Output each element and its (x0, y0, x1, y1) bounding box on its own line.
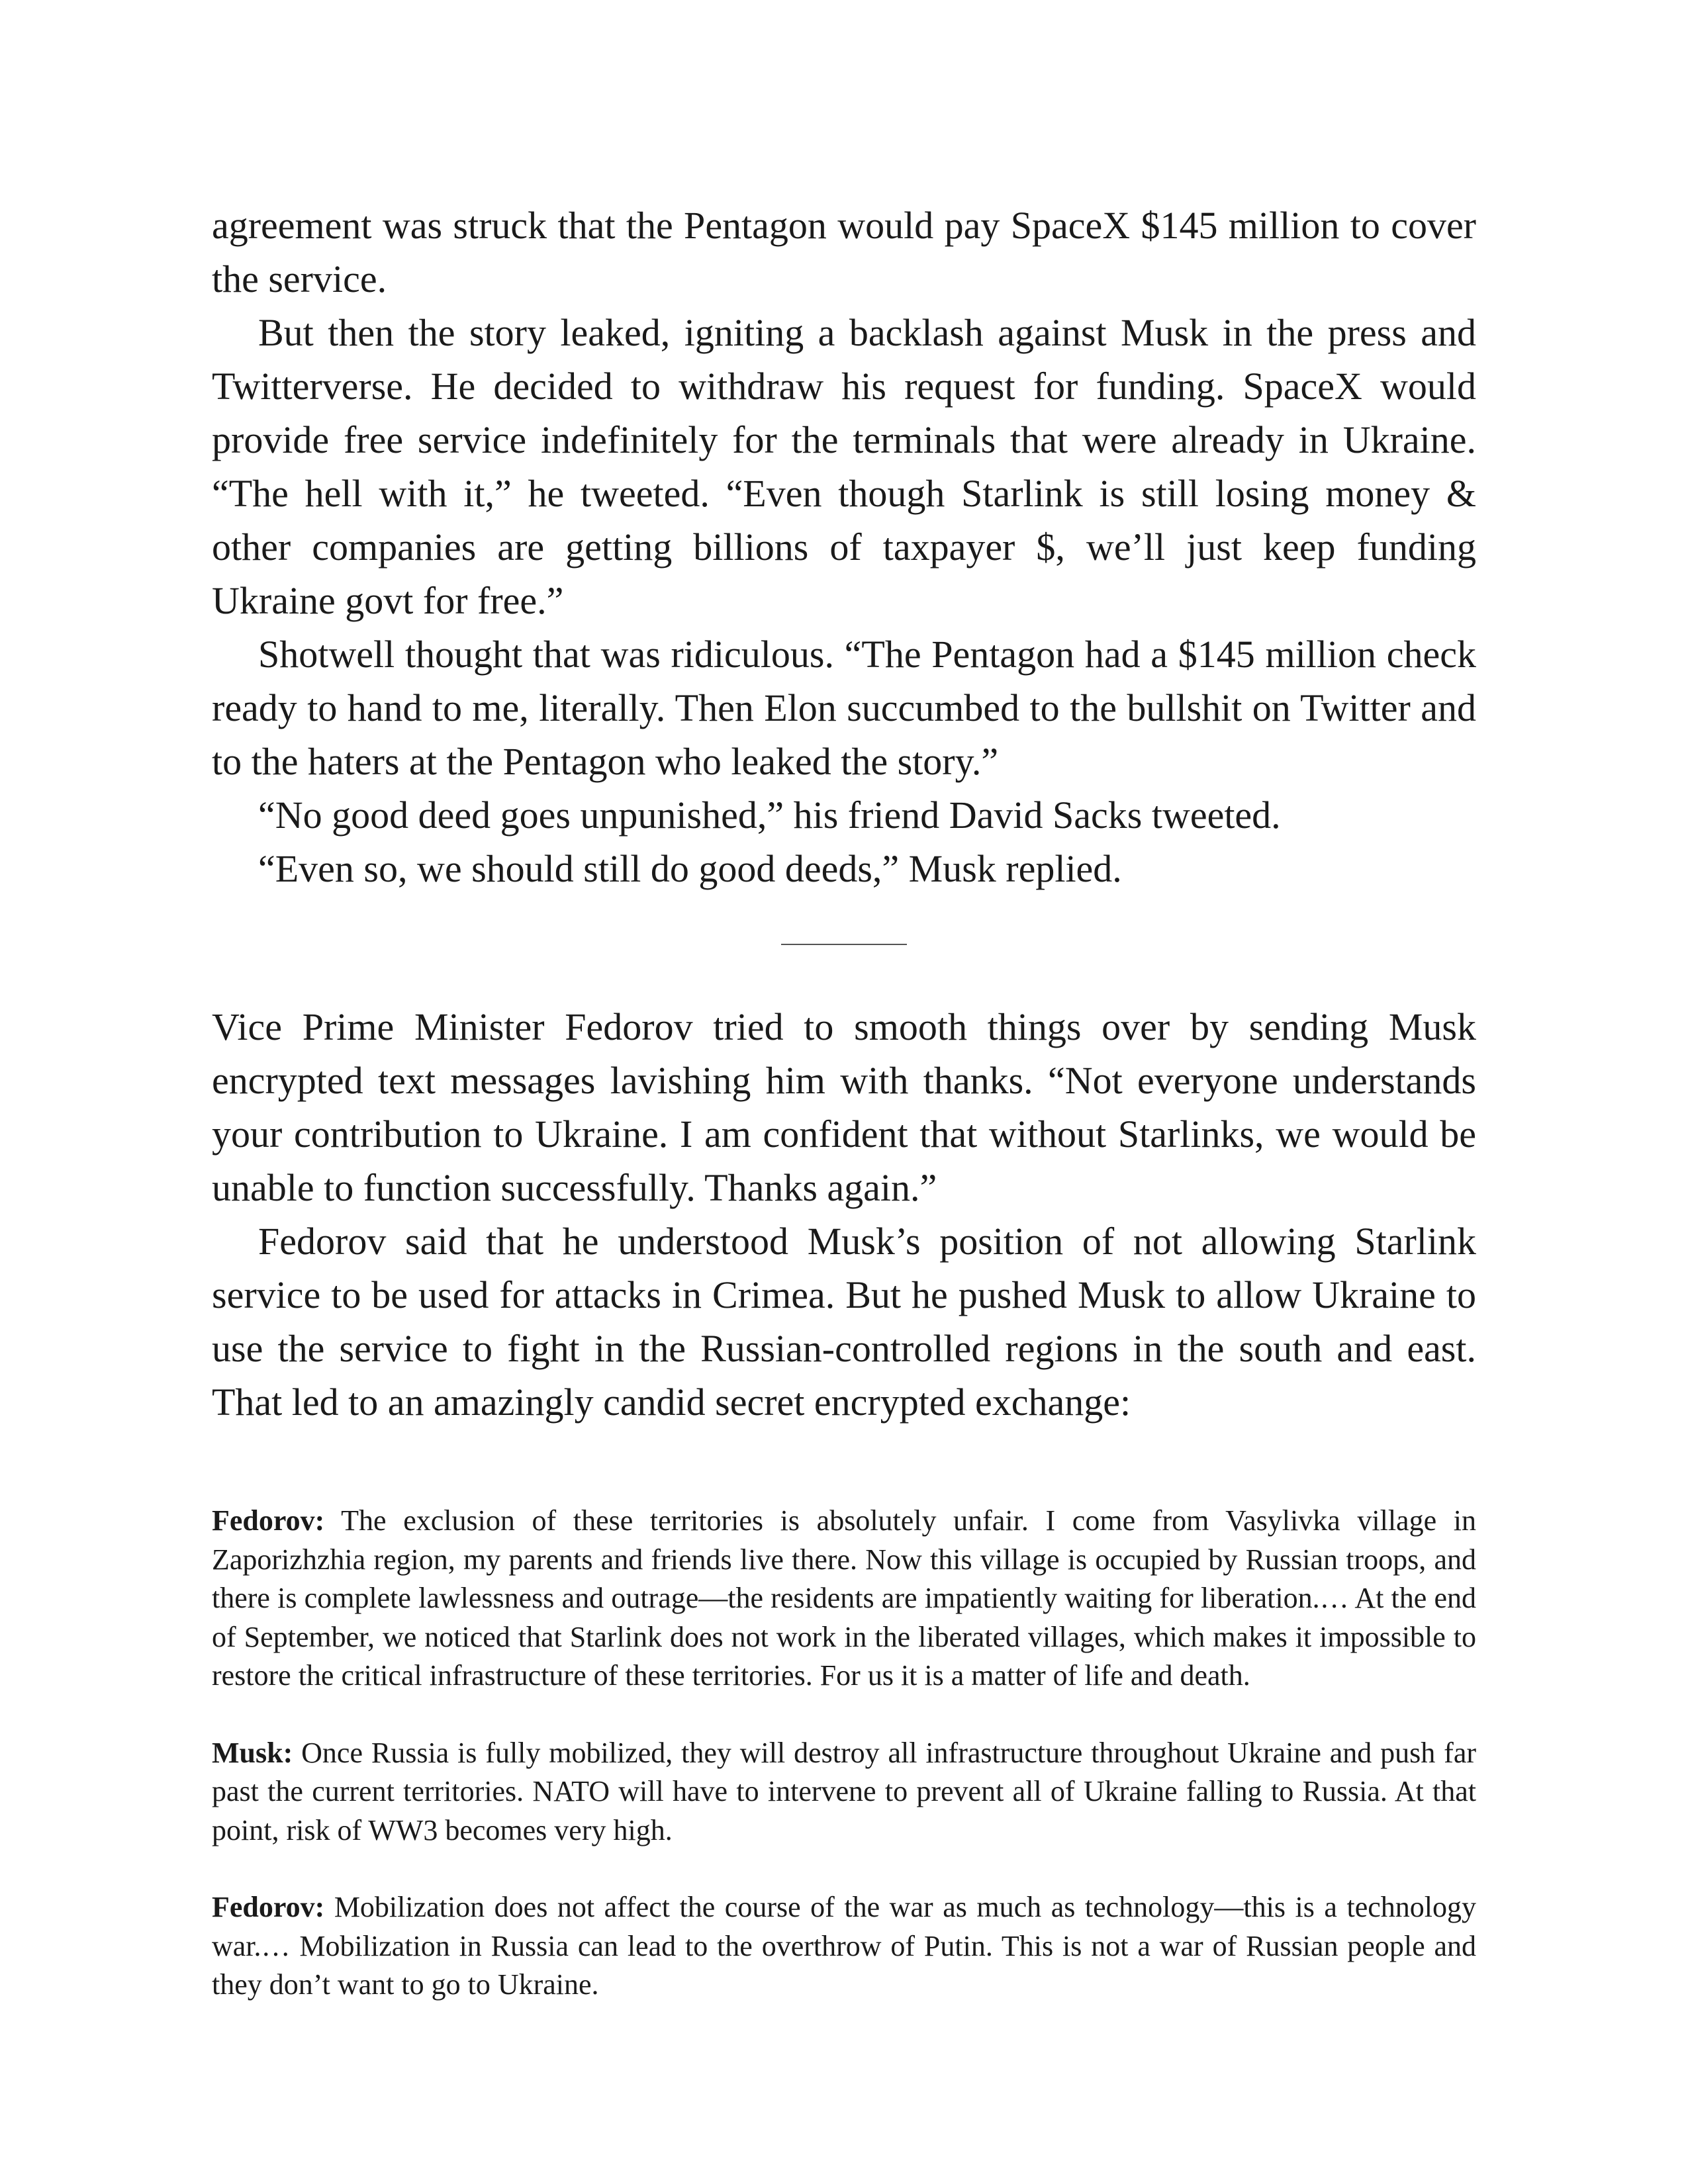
paragraph: Fedorov said that he understood Musk’s position of not allowing Starlink service to be used for attacks in Crimea. But he pushed Musk to allow Ukraine to use the service to fight in the Russian-controlled regions in the south and east. That led to an amazingly candid secret encrypted exchange: (212, 1220, 1476, 1424)
paragraph: Vice Prime Minister Fedorov tried to smooth things over by sending Musk encrypted text messages lavishing him with thanks. “Not everyone understands your contribution to Ukraine. I am confident that without Starlinks, we would be unable to function successfully. Thanks again.” (212, 1005, 1476, 1209)
message-text: Mobilization does not affect the course of the war as much as technology—this is a technology war.… Mobilization in Russia can lead to the overthrow of Putin. This is not a war of Russian people and they don’t want to go to Ukraine. (212, 1891, 1476, 2001)
paragraph: “No good deed goes unpunished,” his friend David Sacks tweeted. (258, 794, 1281, 837)
section-divider (781, 944, 907, 945)
speaker-name: Fedorov: (212, 1891, 325, 1923)
message-text: The exclusion of these territories is absolutely unfair. I come from Vasylivka village in Zaporizhzhia region, my parents and friends live there. Now this village is occupied by Russian troops, and there is complete lawlessness and outrage—the residents are impatiently waiting for liberation.… At the end of September, we noticed that Starlink does not work in the liberated villages, which makes it impossible to restore the critical infrastructure of these territories. For us it is a matter of life and death. (212, 1504, 1476, 1692)
exchange-entry (212, 1502, 1476, 1696)
exchange-entry (212, 1734, 1476, 1850)
speaker-name: Fedorov: (212, 1504, 325, 1537)
message-text: Once Russia is fully mobilized, they will destroy all infrastructure throughout Ukraine and push far past the current territories. NATO will have to intervene to prevent all of Ukraine falling to Russia. At that point, risk of WW3 becomes very high. (212, 1736, 1477, 1846)
section-2 (212, 1000, 1476, 1429)
message-exchange (212, 1502, 1476, 2005)
section-1 (212, 199, 1476, 895)
paragraph: But then the story leaked, igniting a backlash against Musk in the press and Twitterverse. He decided to withdraw his request for funding. SpaceX would provide free service indefinitely for the terminals that were already in Ukraine. “The hell with it,” he tweeted. “Even though Starlink is still losing money & other companies are getting billions of taxpayer $, we’ll just keep funding Ukraine govt for free.” (212, 311, 1476, 622)
book-page (212, 199, 1476, 2043)
exchange-entry (212, 1888, 1476, 2005)
speaker-name: Musk: (212, 1736, 293, 1769)
paragraph: agreement was struck that the Pentagon would pay SpaceX $145 million to cover the service. (212, 204, 1476, 300)
paragraph: “Even so, we should still do good deeds,” Musk replied. (258, 847, 1122, 890)
paragraph: Shotwell thought that was ridiculous. “The Pentagon had a $145 million check ready to hand to me, literally. Then Elon succumbed to the bullshit on Twitter and to the haters at the Pentagon who leaked the story.” (212, 633, 1476, 783)
